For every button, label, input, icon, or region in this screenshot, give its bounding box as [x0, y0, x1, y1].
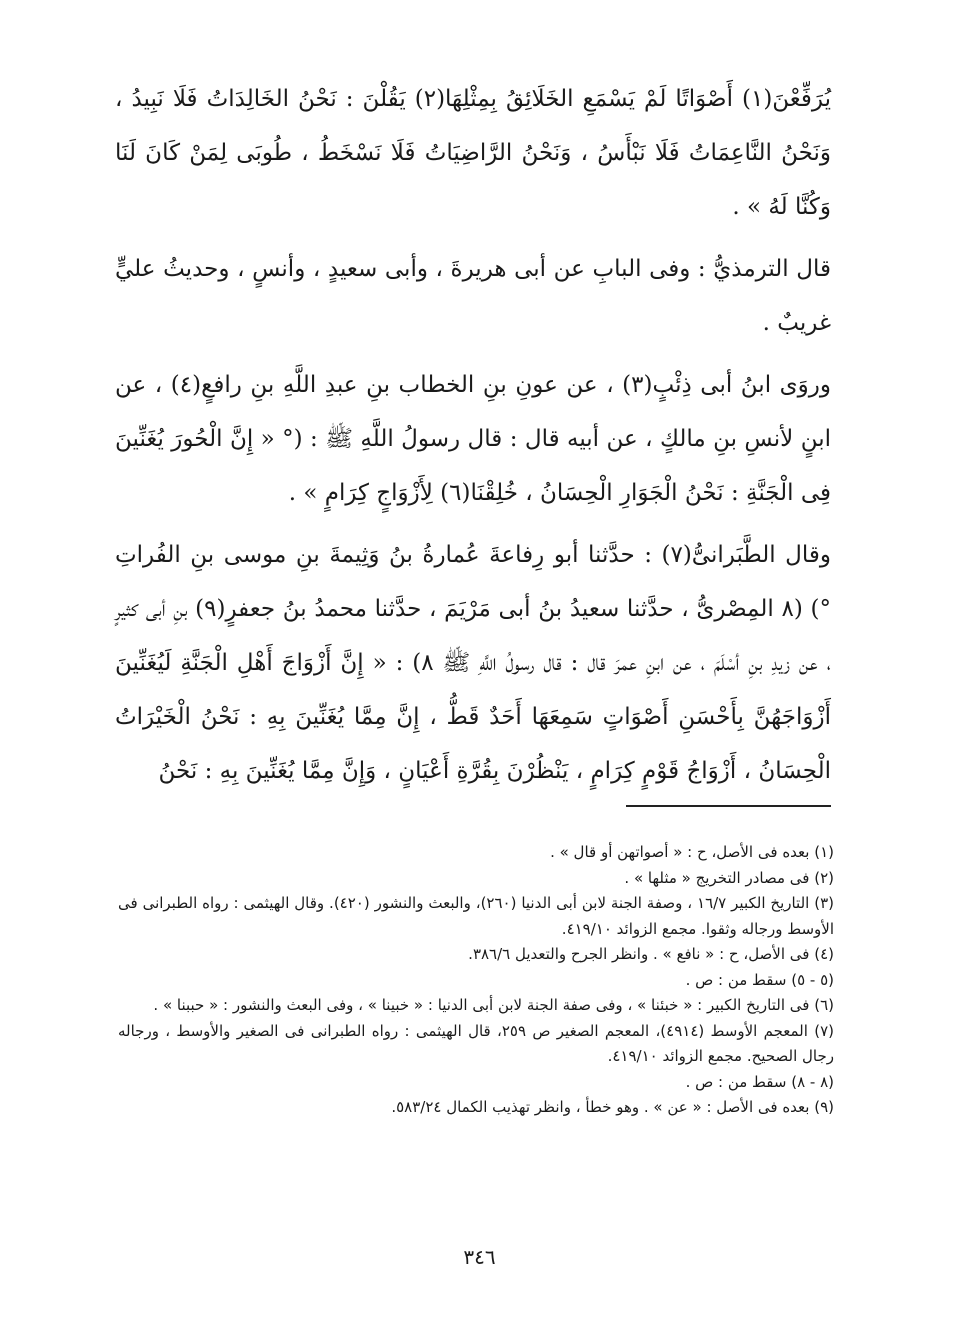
- footnote: (٨ - ٨) سقط من : ص .: [685, 1072, 834, 1091]
- paragraph: يُرَفِّعْنَ(١) أَصْوَاتًا لَمْ يَسْمَعِ الخَلَائِقُ بِمِثْلِهَا(٢) يَقُلْنَ : نَحْنُ الخَالِدَاتُ فَلَا نَبِيدُ ، وَنَحْنُ النَّاعِمَاتُ فَلَا نَبْأَسُ ، وَنَحْنُ الرَّاضِيَاتُ فَلَا نَسْخَطُ ، طُوبَى لِمَنْ كَانَ لَنَا وَكُنَّا لَهُ » .: [115, 86, 831, 220]
- footnote: (٧) المعجم الأوسط (٤٩١٤)، المعجم الصغير ص ٢٥٩، قال الهيثمى : رواه الطبرانى فى الصغير والأوسط ، ورجاله رجال الصحيح. مجمع الزوائد ٤١٩/١٠.: [118, 1021, 834, 1065]
- footnote: (٣) التاريخ الكبير ١٦/٧ ، وصفة الجنة لابن أبى الدنيا (٢٦٠)، والبعث والنشور (٤٢٠). وقال الهيثمى : رواه الطبرانى فى الأوسط ورجاله وثقوا. مجمع الزوائد ٤١٩/١٠.: [118, 894, 834, 938]
- paragraph: قال الترمذيُّ : وفى البابِ عن أبى هريرةَ ، وأبى سعيدٍ ، وأنسٍ ، وحديثُ عليٍّ غريبٌ .: [115, 256, 831, 336]
- footnotes: [118, 840, 834, 1121]
- main-text: [115, 72, 831, 798]
- footnote: (٦) فى التاريخ الكبير : « خبئنا » ، وفى صفة الجنة لابن أبى الدنيا : « خبينا » ، وفى البعث والنشور : « حببنا » .: [153, 996, 834, 1014]
- footnote: (٤) فى الأصل، ح : « نافع » . وانظر الجرح والتعديل ٣٨٦/٦.: [468, 945, 834, 963]
- footnote: (٩) بعده فى الأصل : « عن » . وهو خطأ ، وانظر تهذيب الكمال ٥٨٣/٢٤.: [391, 1098, 834, 1116]
- paragraph: وقال الطَّبَرانىُّ(٧) : حدَّثنا أبو رِفاعةَ عُمارةُ بنُ وَثِيمةَ بنِ موسى بنِ الفُراتِ °) (٨ المِصْرىُّ ، حدَّثنا سعيدُ بنُ أبى مَرْيَمَ ، حدَّثنا محمدُ بنُ جعفرٍ(٩) بنِ أبى كثيرٍ ، عن زيدِ بنِ أسْلَمَ ، عن ابنِ عمرَ قال : قال رسولُ اللَّهِ ﷺ ٨) : « إِنَّ أَزْوَاجَ أَهْلِ الْجَنَّةِ لَيُغَنِّينَ أَزْوَاجَهُنَّ بِأَحْسَنِ أَصْوَاتٍ سَمِعَهَا أَحَدٌ قَطُّ ، إِنَّ مِمَّا يُغَنِّينَ بِهِ : نَحْنُ الْخَيْرَاتُ الْحِسَانُ ، أَزْوَاجُ قَوْمٍ كِرَامٍ ، يَنْظُرْنَ بِقُرَّةِ أَعْيَانٍ ، وَإِنَّ مِمَّا يُغَنِّينَ بِهِ : نَحْنُ: [115, 542, 831, 784]
- page-number: ٣٤٦: [463, 1245, 496, 1269]
- paragraph: وروَى ابنُ أبى ذِئْبٍ(٣) ، عن عونِ بنِ الخطاب بنِ عبدِ اللَّهِ بنِ رافعٍ(٤) ، عن ابنٍ لأنسِ بنِ مالكٍ ، عن أبيه قال : قال رسولُ اللَّهِ ﷺ : (° « إِنَّ الْحُورَ يُغَنِّينَ فِى الْجَنَّةِ : نَحْنُ الْجَوَارِ الْحِسَانُ ، خُلِقْنَا(٦) لِأَزْوَاجٍ كِرَامٍ » .: [115, 372, 831, 506]
- footnote-separator: [626, 805, 831, 807]
- footnote: (١) بعده فى الأصل، ح : « أصواتهن أو قال » .: [550, 843, 834, 861]
- footnote: (٥ - ٥) سقط من : ص .: [685, 970, 834, 989]
- footnote: (٢) فى مصادر التخريج « مثلها » .: [624, 868, 834, 887]
